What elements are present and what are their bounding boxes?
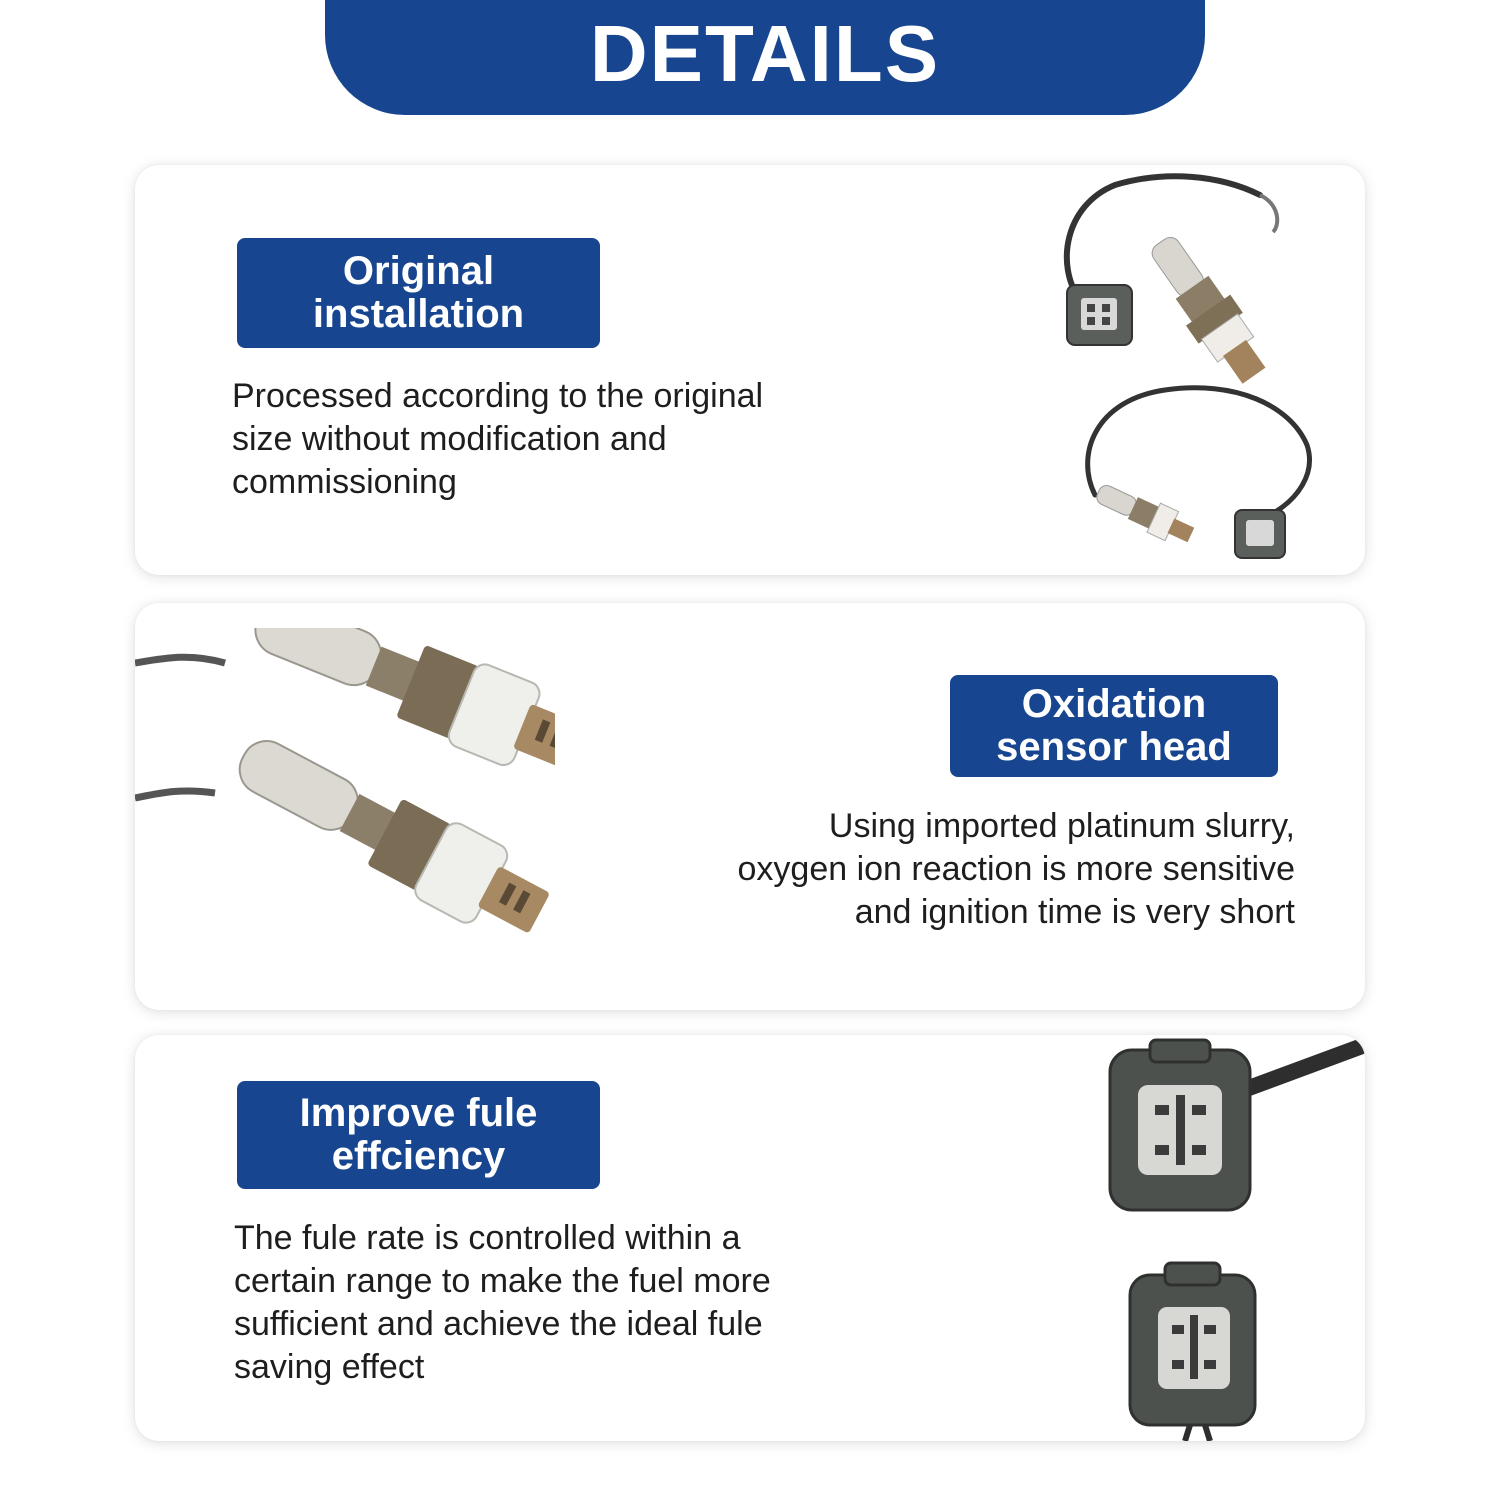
sensor-heads-closeup-photo — [135, 628, 555, 1008]
feature-title-badge — [950, 675, 1278, 777]
page-title: DETAILS — [589, 8, 941, 98]
feature-title-badge — [237, 238, 600, 348]
details-banner — [325, 0, 1205, 115]
feature-card-oxidation-sensor-head — [135, 603, 1365, 1010]
connector-plugs-photo — [1100, 1035, 1365, 1441]
feature-title: Original installation — [312, 249, 525, 336]
feature-title: Oxidation sensor head — [996, 682, 1232, 769]
feature-title: Improve fule effciency — [299, 1091, 538, 1178]
feature-description: Processed according to the original size without modification and commissioning — [232, 377, 764, 501]
feature-description: Using imported platinum slurry, oxygen ion reaction is more sensitive and ignition time is very short — [737, 807, 1295, 931]
oxygen-sensor-with-cable-photo — [1045, 170, 1365, 575]
feature-card-original-installation — [135, 165, 1365, 575]
feature-card-improve-fuel-efficiency — [135, 1035, 1365, 1441]
feature-description: The fule rate is controlled within a certain range to make the fuel more sufficient and achieve the ideal fule saving effect — [234, 1219, 771, 1386]
feature-title-badge — [237, 1081, 600, 1189]
